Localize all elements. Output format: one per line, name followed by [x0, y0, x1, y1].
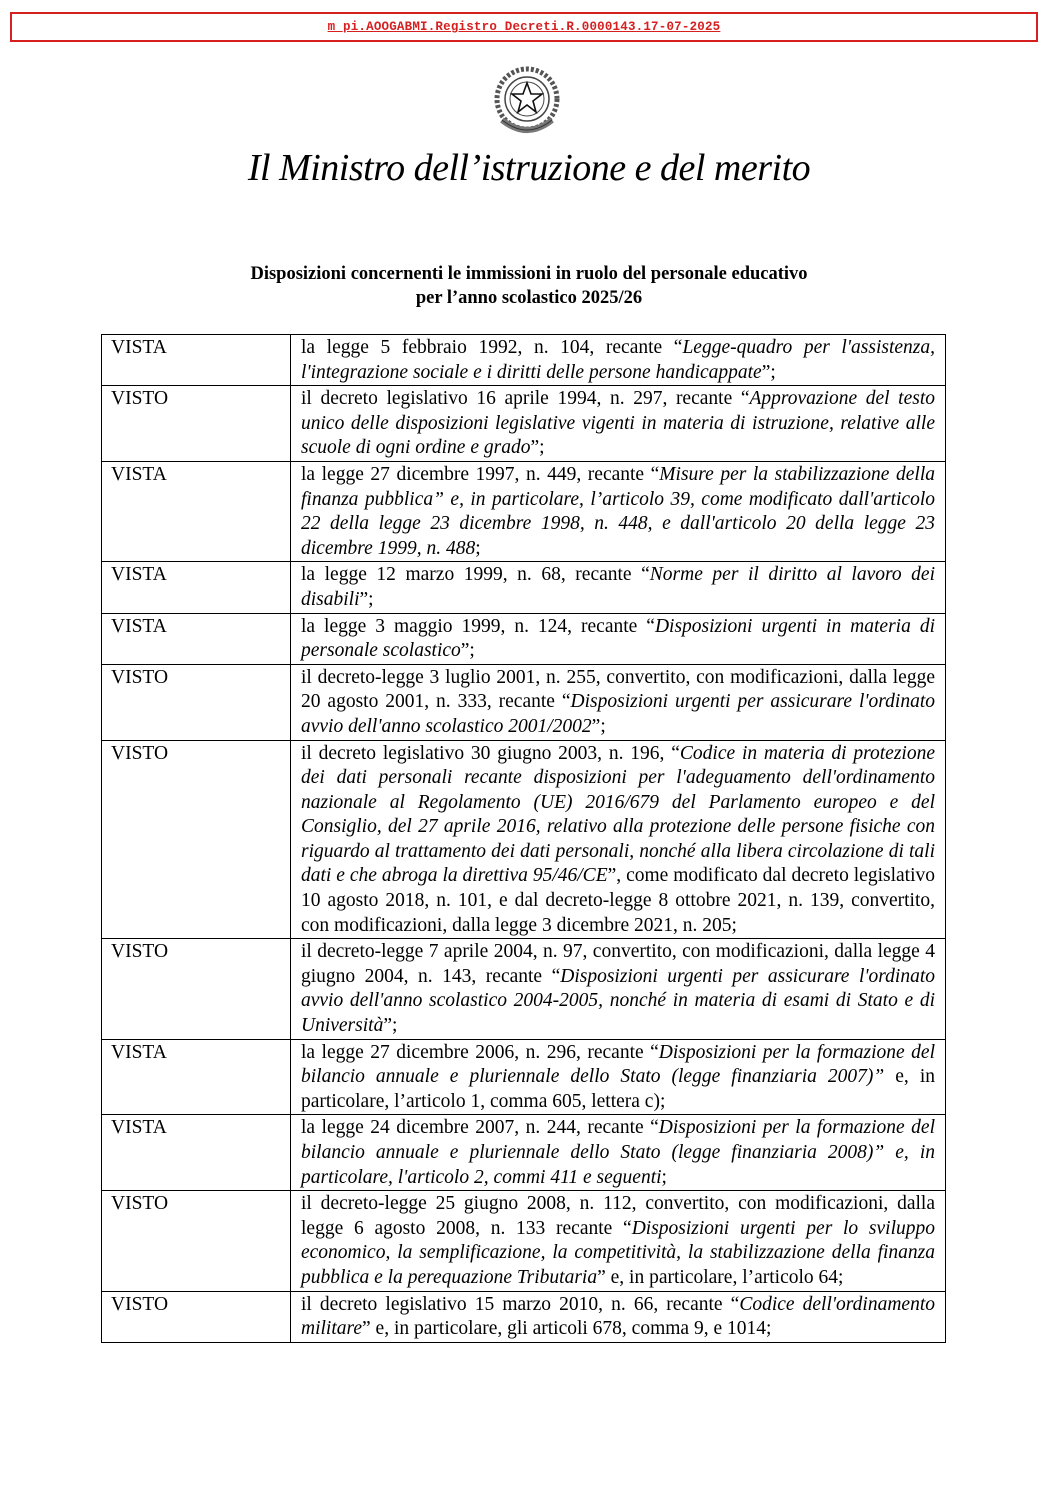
- recital-text-segment: ” e, in particolare, gli articoli 678, comma 9, e 1014;: [362, 1318, 772, 1340]
- recital-text-segment: il decreto legislativo 15 marzo 2010, n. 66, recante “: [301, 1293, 740, 1315]
- recital-keyword: VISTO: [102, 939, 291, 1039]
- recital-text-segment: ” e, in particolare, l’articolo 64;: [597, 1266, 844, 1288]
- recitals-table: [101, 334, 946, 1343]
- recital-text: [291, 461, 946, 561]
- recital-keyword: VISTA: [102, 613, 291, 664]
- recital-citation-title: Disposizioni urgenti in materia di personale scolastico: [301, 615, 935, 662]
- recital-text-segment: ”;: [591, 715, 606, 737]
- document-title-line-2: per l’anno scolastico 2025/26: [415, 288, 643, 308]
- recital-row: [102, 939, 946, 1039]
- recital-text-segment: la legge 3 maggio 1999, n. 124, recante “: [301, 615, 655, 637]
- recital-row: [102, 1291, 946, 1342]
- recital-citation-title: Codice dell'ordinamento militare: [301, 1293, 935, 1340]
- recital-text-segment: la legge 12 marzo 1999, n. 68, recante “: [301, 564, 650, 586]
- recital-text-segment: ”;: [530, 437, 545, 459]
- recital-text-segment: il decreto-legge 7 aprile 2004, n. 97, convertito, con modificazioni, dalla legge 4 giugno 2004, n. 143, recante “: [301, 941, 935, 987]
- recital-text: [291, 664, 946, 740]
- recitals-table-body: [102, 335, 946, 1343]
- recital-row: [102, 613, 946, 664]
- recital-text-segment: ”;: [761, 361, 776, 383]
- recital-text-segment: la legge 24 dicembre 2007, n. 244, recante “: [301, 1117, 659, 1139]
- recital-citation-title: Disposizioni per la formazione del bilancio annuale e pluriennale dello Stato (legge finanziaria 2008)” e, in particolare, l'articolo 2, commi 411 e seguenti: [301, 1117, 935, 1188]
- recital-citation-title: Disposizioni urgenti per assicurare l'ordinato avvio dell'anno scolastico 2004-2005, nonché in materia di esami di Stato e di Università: [301, 965, 935, 1037]
- recital-text: [291, 1039, 946, 1115]
- recital-keyword: VISTO: [102, 386, 291, 462]
- recital-keyword: VISTO: [102, 1191, 291, 1291]
- recital-text-segment: il decreto-legge 25 giugno 2008, n. 112, convertito, con modificazioni, dalla legge 6 agosto 2008, n. 133 recante “: [301, 1193, 935, 1239]
- recital-row: [102, 1115, 946, 1191]
- recital-keyword: VISTO: [102, 1291, 291, 1342]
- recital-text: [291, 939, 946, 1039]
- recital-text-segment: ;: [475, 537, 481, 559]
- recital-text-segment: la legge 5 febbraio 1992, n. 104, recante “: [301, 337, 683, 358]
- recital-text: [291, 1291, 946, 1342]
- recital-citation-title: Approvazione del testo unico delle disposizioni legislative vigenti in materia di istruzione, relative alle scuole di ogni ordine e grado: [301, 388, 935, 459]
- recital-citation-title: Codice in materia di protezione dei dati personali recante disposizioni per l'adeguamento dell'ordinamento nazionale al Regolamento (UE) 2016/679 del Parlamento europeo e del Consiglio, del 27 aprile 2016, relativo alla protezione delle persone fisiche con riguardo al trattamento dei dati personali, nonché alla libera circolazione di tali dati e che abroga la direttiva 95/46/CE: [301, 742, 935, 887]
- recital-text-segment: ;: [661, 1166, 667, 1188]
- recital-row: [102, 664, 946, 740]
- recital-keyword: VISTA: [102, 1039, 291, 1115]
- recital-text-segment: ”;: [383, 1015, 398, 1037]
- recital-citation-title: Disposizioni per la formazione del bilancio annuale e pluriennale dello Stato (legge finanziaria 2007)”: [301, 1041, 935, 1088]
- recital-text: [291, 740, 946, 939]
- recital-keyword: VISTA: [102, 461, 291, 561]
- recital-text-segment: la legge 27 dicembre 2006, n. 296, recante “: [301, 1041, 659, 1063]
- recital-citation-title: Disposizioni urgenti per lo sviluppo economico, la semplificazione, la competitività, la stabilizzazione della finanza pubblica e la perequazione Tributaria: [301, 1217, 935, 1288]
- recital-citation-title: Misure per la stabilizzazione della finanza pubblica” e, in particolare, l’articolo 39, come modificato dall'articolo 22 della legge 23 dicembre 1998, n. 448, e dall'articolo 20 della legge 23 dicembre 1999, n. 488: [301, 463, 935, 559]
- recital-text-segment: il decreto-legge 3 luglio 2001, n. 255, convertito, con modificazioni, dalla legge 20 agosto 2001, n. 333, recante “: [301, 666, 935, 713]
- recital-citation-title: Norme per il diritto al lavoro dei disabili: [301, 564, 935, 610]
- recital-citation-title: Disposizioni urgenti per assicurare l'ordinato avvio dell'anno scolastico 2001/2002: [301, 691, 935, 737]
- recital-text: [291, 1115, 946, 1191]
- recital-text-segment: ”;: [460, 640, 475, 662]
- recital-row: [102, 740, 946, 939]
- recital-row: [102, 1039, 946, 1115]
- recital-keyword: VISTA: [102, 1115, 291, 1191]
- recital-text-segment: e, in particolare, l’articolo 1, comma 605, lettera c);: [301, 1066, 935, 1112]
- recital-keyword: VISTO: [102, 664, 291, 740]
- recital-keyword: VISTO: [102, 740, 291, 939]
- recital-text-segment: ”;: [359, 588, 374, 610]
- recital-text: [291, 1191, 946, 1291]
- recital-row: [102, 461, 946, 561]
- document-title-line-1: Disposizioni concernenti le immissioni in ruolo del personale educativo: [250, 264, 808, 284]
- protocol-stamp: [10, 12, 1038, 42]
- recital-text: [291, 613, 946, 664]
- recital-text-segment: il decreto legislativo 30 giugno 2003, n. 196, “: [301, 742, 680, 764]
- italian-republic-emblem-icon: [490, 64, 564, 138]
- recital-row: [102, 386, 946, 462]
- document-title: [0, 262, 1058, 310]
- recital-text: [291, 386, 946, 462]
- recital-keyword: VISTA: [102, 562, 291, 613]
- recital-text-segment: la legge 27 dicembre 1997, n. 449, recante “: [301, 463, 660, 485]
- protocol-number: m_pi.AOOGABMI.Registro Decreti.R.0000143.17-07-2025: [327, 20, 721, 34]
- recital-citation-title: Legge-quadro per l'assistenza, l'integrazione sociale e i diritti delle persone handicappate: [301, 337, 935, 383]
- recital-row: [102, 335, 946, 386]
- recital-text-segment: ”, come modificato dal decreto legislativo 10 agosto 2018, n. 101, e dal decreto-legge 8 ottobre 2021, n. 139, convertito, con modificazioni, dalla legge 3 dicembre 2021, n. 205;: [301, 865, 936, 936]
- recital-keyword: VISTA: [102, 335, 291, 386]
- recital-text-segment: il decreto legislativo 16 aprile 1994, n. 297, recante “: [301, 388, 750, 410]
- recital-row: [102, 562, 946, 613]
- minister-title: Il Ministro dell’istruzione e del merito: [247, 147, 811, 189]
- recital-text: [291, 562, 946, 613]
- recital-text: [291, 335, 946, 386]
- recital-row: [102, 1191, 946, 1291]
